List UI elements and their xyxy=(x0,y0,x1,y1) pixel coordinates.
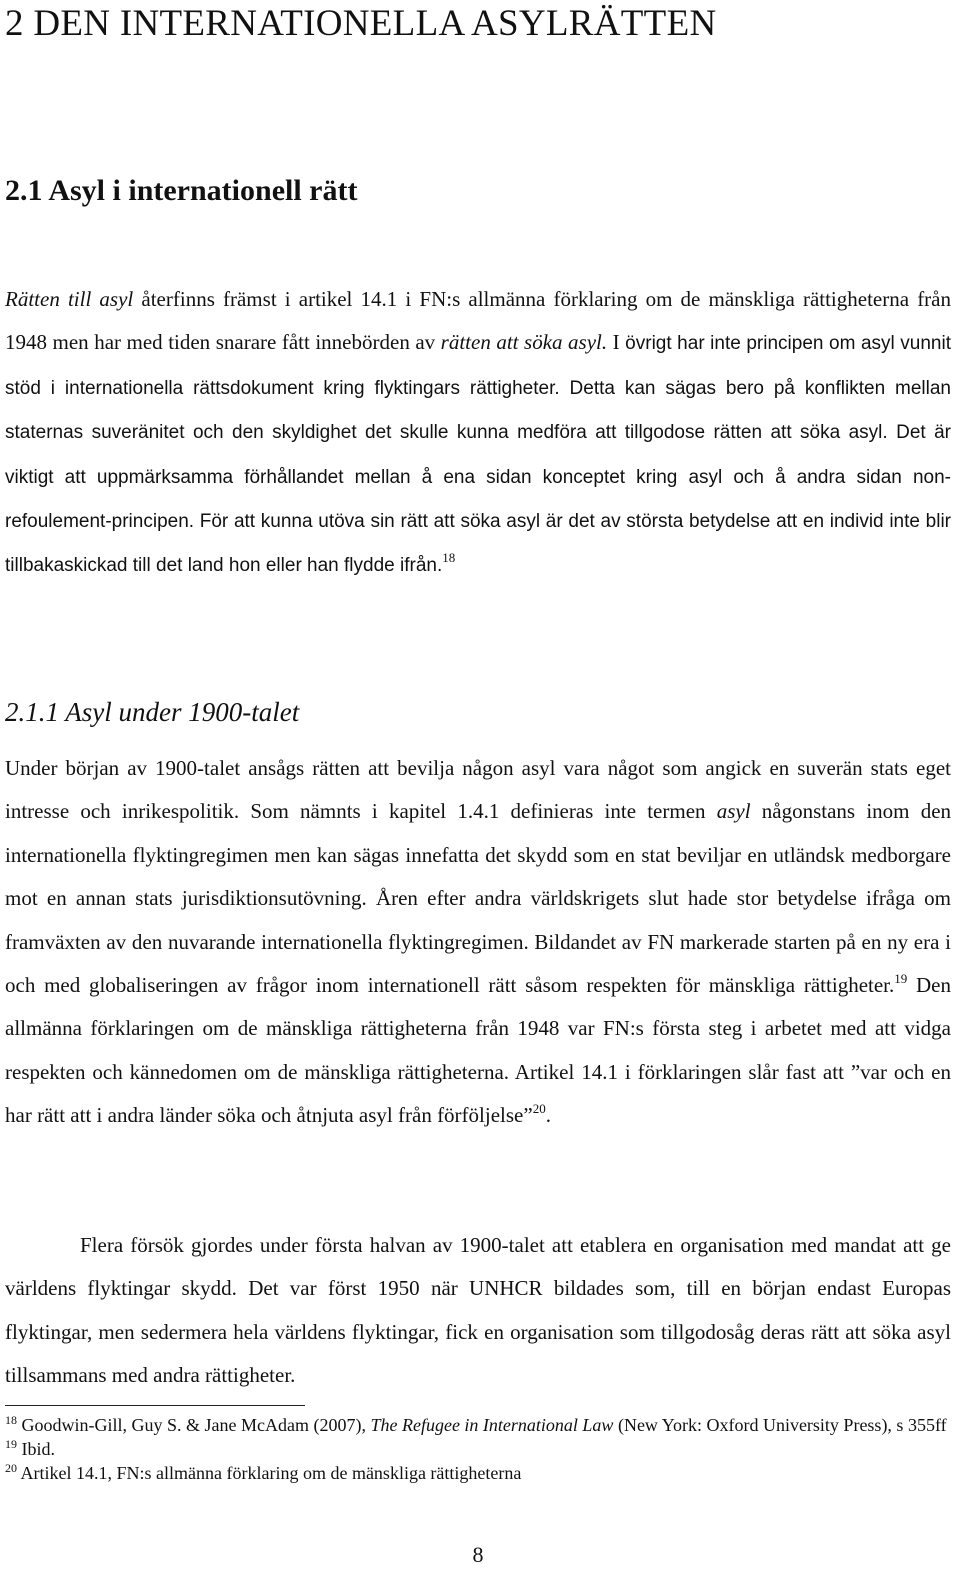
paragraph-text: Det är viktigt att uppmärksamma förhållandet mellan å ena sidan konceptet kring asyl och å andra sidan non-refoulement-principen. xyxy=(5,422,951,533)
footnote-separator xyxy=(5,1405,305,1406)
paragraph-asyl-1900-talet xyxy=(5,747,951,1138)
section-title: 2.1 Asyl i internationell rätt xyxy=(5,174,358,207)
paragraph-text: någonstans inom den internationella flyktingregimen men kan sägas innefatta det skydd som en stat beviljar en utländsk medborgare mot en annan stats jurisdiktionsutövning. Åren efter andra världskrigets slut hade stor betydelse ifråga om framväxten av den nuvarande internationella flyktingregimen. Bildandet av FN markerade starten på en ny era i och med globaliseringen av frågor inom internationell rätt såsom respekten för mänskliga rättigheter. xyxy=(5,799,952,998)
footnote-text: Goodwin-Gill, Guy S. & Jane McAdam (2007), xyxy=(17,1415,371,1435)
footnote-20 xyxy=(5,1461,951,1485)
footnote-number: 20 xyxy=(5,1461,17,1475)
footnotes xyxy=(5,1413,951,1485)
paragraph-text: Den allmänna förklaringen om de mänskliga rättigheterna från 1948 var FN:s första steg i arbetet med att vidga respekten och kännedomen om de mänskliga rättigheterna. Artikel 14.1 i förklaringen slår fast att ”var och en har rätt att i andra länder söka och åtnjuta asyl från förföljelse” xyxy=(5,973,951,1128)
footnote-ref-20[interactable]: 20 xyxy=(532,1101,546,1117)
term-asyl: asyl xyxy=(716,799,751,824)
paragraph-unhcr xyxy=(5,1224,951,1398)
paragraph-text: övrigt har inte principen om asyl vunnit stöd i internationella rättsdokument kring flyktingars rättigheter. Detta kan sägas bero på konflikten mellan staternas suveränitet och den skyldighet det skulle kunna medföra att tillgodose rätten att söka asyl. xyxy=(5,333,951,444)
footnote-18 xyxy=(5,1413,951,1437)
paragraph-text: Under början av 1900-talet ansågs rätten att bevilja någon asyl vara något som angick en suverän stats eget intresse och inrikespolitik. Som nämnts i kapitel 1.4.1 definieras inte termen xyxy=(5,756,951,824)
subsection-title xyxy=(5,697,299,728)
footnote-number: 19 xyxy=(5,1437,17,1451)
paragraph-text: Flera försök gjordes under första halvan av 1900-talet att etablera en organisation med mandat att ge världens flyktingar skydd. Det var först 1950 när UNHCR bildades som, till en början endast Europas flyktingar, men sedermera hela världens flyktingar, fick en organisation som tillgodosåg deras rätt att söka asyl tillsammans med andra rättigheter. xyxy=(5,1233,951,1388)
paragraph-asyl-internationell xyxy=(5,278,951,588)
footnote-19 xyxy=(5,1437,951,1461)
footnote-ref-19[interactable]: 19 xyxy=(894,971,908,987)
paragraph-text: återfinns främst i artikel 14.1 i FN:s allmänna förklaring om de mänskliga rättigheterna från 1948 men har med tiden snarare fått innebörden av xyxy=(5,287,952,355)
chapter-title: 2 DEN INTERNATIONELLA ASYLRÄTTEN xyxy=(5,3,717,44)
footnote-number: 18 xyxy=(5,1413,17,1427)
paragraph-text: . xyxy=(545,1103,551,1128)
footnote-text: Artikel 14.1, FN:s allmänna förklaring om de mänskliga rättigheterna xyxy=(17,1463,522,1483)
paragraph-text: I xyxy=(607,330,626,355)
footnote-book-title: The Refugee in International Law xyxy=(370,1415,614,1435)
footnote-text: Ibid. xyxy=(17,1439,55,1459)
term-ratten-att-soka-asyl: rätten att söka asyl. xyxy=(440,330,608,355)
paragraph-text: För att kunna utöva sin rätt att söka asyl är det av största betydelse att en individ inte blir tillbakaskickad till det land hon eller han flydde ifrån. xyxy=(5,511,951,577)
subsection-title-text: 2.1.1 Asyl under 1900-talet xyxy=(5,697,300,727)
footnote-ref-18[interactable]: 18 xyxy=(442,550,456,566)
footnote-text: (New York: Oxford University Press), s 355ff xyxy=(613,1415,947,1435)
term-ratten-till-asyl: Rätten till asyl xyxy=(5,287,134,311)
page-number: 8 xyxy=(472,1542,484,1567)
